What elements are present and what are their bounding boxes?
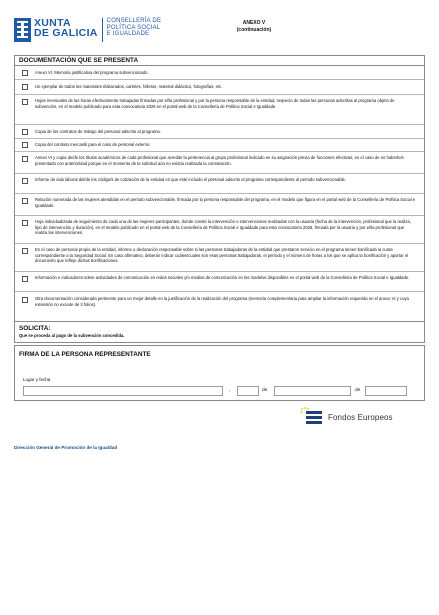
comma-separator: , bbox=[229, 388, 231, 393]
doc-item-text: Hoja individualizada de seguimiento de cada una de las mujeres participantes, donde conste la intervención o intervenciones realizadas con la usuaria (fecha de la intervención, profesional que la realiza, tipo de intervención y duración), en el modelo publicado en el portal web de la Consellería de Política Social e Igualdade para esta convocatoria 2026, firmada por la usuaria y por el/la profesional que realiza las intervenciones. bbox=[35, 219, 411, 236]
doc-item-text: Relación numerada de las mujeres atendidas en el período subvencionable, firmada por la persona responsable del programa, en el modelo que figura en el portal web de la Consellería de Política Social e Igualdade. bbox=[35, 197, 416, 208]
doc-item-checkbox[interactable] bbox=[22, 220, 28, 226]
doc-item-checkbox[interactable] bbox=[22, 142, 28, 148]
doc-item-text: Hojas mensuales de las horas efectivamente trabajadas firmadas por el/la profesional y por la persona responsable de la entidad, respecto de todas las personas adscritas al programa objeto de subvención, en el modelo publicado para esta convocatoria 2026 en el portal web de la Consellería de Política Social e Igualdade. bbox=[35, 98, 395, 109]
anexo-subtitle: (continuación) bbox=[236, 27, 272, 33]
doc-item-text: En el caso de personal propio de la entidad, informe o declaración responsable sobre si las personas trabajadoras de la entidad que prestaron servicio en el programa tienen bonificada la cuota correspondiente a la Seguridad Social. En caso afirmativo, deberán indicar cuáles/cuales son esas personas trabajadoras, el período y el número de horas a los que se aplica la bonificación y aportar el documento que refleje dichas bonificaciones. bbox=[35, 247, 409, 264]
doc-item-row bbox=[15, 95, 424, 125]
place-date-label: Lugar y fecha bbox=[23, 377, 51, 382]
consellaria-line-3: E IGUALDADE bbox=[106, 31, 150, 38]
doc-item-checkbox[interactable] bbox=[22, 99, 28, 105]
consellaria-line-1: CONSELLERÍA DE bbox=[106, 18, 162, 24]
doc-item-row bbox=[15, 216, 424, 244]
doc-item-row bbox=[15, 272, 424, 292]
doc-item-checkbox[interactable] bbox=[22, 297, 28, 303]
doc-item-text: Anexo VI. Memoria justificativa del programa subvencionado. bbox=[35, 70, 149, 75]
logo-line-2: DE GALICIA bbox=[34, 27, 98, 39]
doc-item-checkbox[interactable] bbox=[22, 129, 28, 135]
doc-item-checkbox[interactable] bbox=[22, 84, 28, 90]
doc-item-text: Informe de vida laboral del/de los código/s de cotización de la entidad en que esté incluido el personal adscrito al programa correspondiente al período subvencionable. bbox=[35, 177, 347, 182]
doc-item-checkbox[interactable] bbox=[22, 276, 28, 282]
doc-item-row bbox=[15, 194, 424, 216]
anexo-heading bbox=[214, 20, 294, 34]
logo-line-1: XUNTA bbox=[34, 17, 71, 29]
doc-item-checkbox[interactable] bbox=[22, 178, 28, 184]
consellaria-line-2: POLÍTICA SOCIAL bbox=[106, 24, 161, 31]
documentation-section bbox=[14, 55, 425, 322]
day-field[interactable] bbox=[237, 386, 259, 396]
de-separator-2: de bbox=[355, 388, 361, 393]
doc-item-checkbox[interactable] bbox=[22, 198, 28, 204]
doc-item-row bbox=[15, 174, 424, 194]
signature-section bbox=[14, 345, 425, 401]
doc-item-row bbox=[15, 125, 424, 139]
solicita-section bbox=[14, 322, 425, 343]
doc-item-checkbox[interactable] bbox=[22, 248, 28, 254]
solicita-text: Que se proceda al pago de la subvención concedida. bbox=[19, 333, 125, 338]
eu-flag-icon bbox=[300, 407, 324, 427]
logo-divider bbox=[102, 18, 103, 42]
doc-item-checkbox[interactable] bbox=[22, 156, 28, 162]
signature-title: FIRMA DE LA PERSONA REPRESENTANTE bbox=[19, 351, 151, 358]
doc-item-text: Otra documentación considerada pertinente para un mejor detalle en la justificación de la realización del programa (memoria complementaria para ampliar la información requerida en el anexo VI y cuya extensión no excede de 3 folios). bbox=[35, 296, 409, 307]
fondos-europeos-text: Fondos Europeos bbox=[328, 412, 393, 422]
doc-item-row bbox=[15, 139, 424, 152]
fondos-europeos-logo bbox=[300, 407, 393, 427]
doc-item-row bbox=[15, 292, 424, 321]
doc-item-text: Copia de los contratos de trabajo del personal adscrito al programa. bbox=[35, 129, 161, 134]
doc-item-row bbox=[15, 67, 424, 80]
footer-text: Dirección General de Promoción de la Igualdad bbox=[14, 445, 118, 450]
page-header bbox=[14, 18, 424, 48]
xunta-emblem-icon bbox=[14, 18, 31, 42]
doc-item-text: Anexo VI y copia de/de los títulos académicos de cada profesional que acredite la pertenencia al grupo profesional indicado en su asignación previa de funciones efectivas, en el caso de no haberlo/s presentado con anterioridad porque en el momento de la solicitud aún no existía realizada la contratación. bbox=[35, 155, 404, 166]
doc-item-row bbox=[15, 152, 424, 174]
month-field[interactable] bbox=[274, 386, 351, 396]
xunta-logo bbox=[14, 18, 161, 42]
doc-item-text: Información e indicadores sobre actividades de comunicación en redes sociales y/o medios de comunicación en los modelos disponibles en el portal web de la Consellería de Política Social e Igualdade. bbox=[35, 275, 410, 280]
anexo-title: ANEXO V bbox=[242, 20, 266, 26]
documentation-title: DOCUMENTACIÓN QUE SE PRESENTA bbox=[15, 56, 424, 66]
place-field[interactable] bbox=[23, 386, 223, 396]
de-separator: de bbox=[262, 388, 268, 393]
doc-item-text: Copia del contrato mercantil para el caso de personal externo. bbox=[35, 142, 151, 147]
doc-item-row bbox=[15, 80, 424, 95]
doc-item-row bbox=[15, 244, 424, 272]
year-field[interactable] bbox=[365, 386, 407, 396]
solicita-title: SOLICITA: bbox=[19, 325, 51, 332]
doc-item-text: Un ejemplar de todos los materiales elaborados, carteles, folletos, material didáctico, fotografías, etc. bbox=[35, 84, 223, 89]
doc-item-checkbox[interactable] bbox=[22, 70, 28, 76]
